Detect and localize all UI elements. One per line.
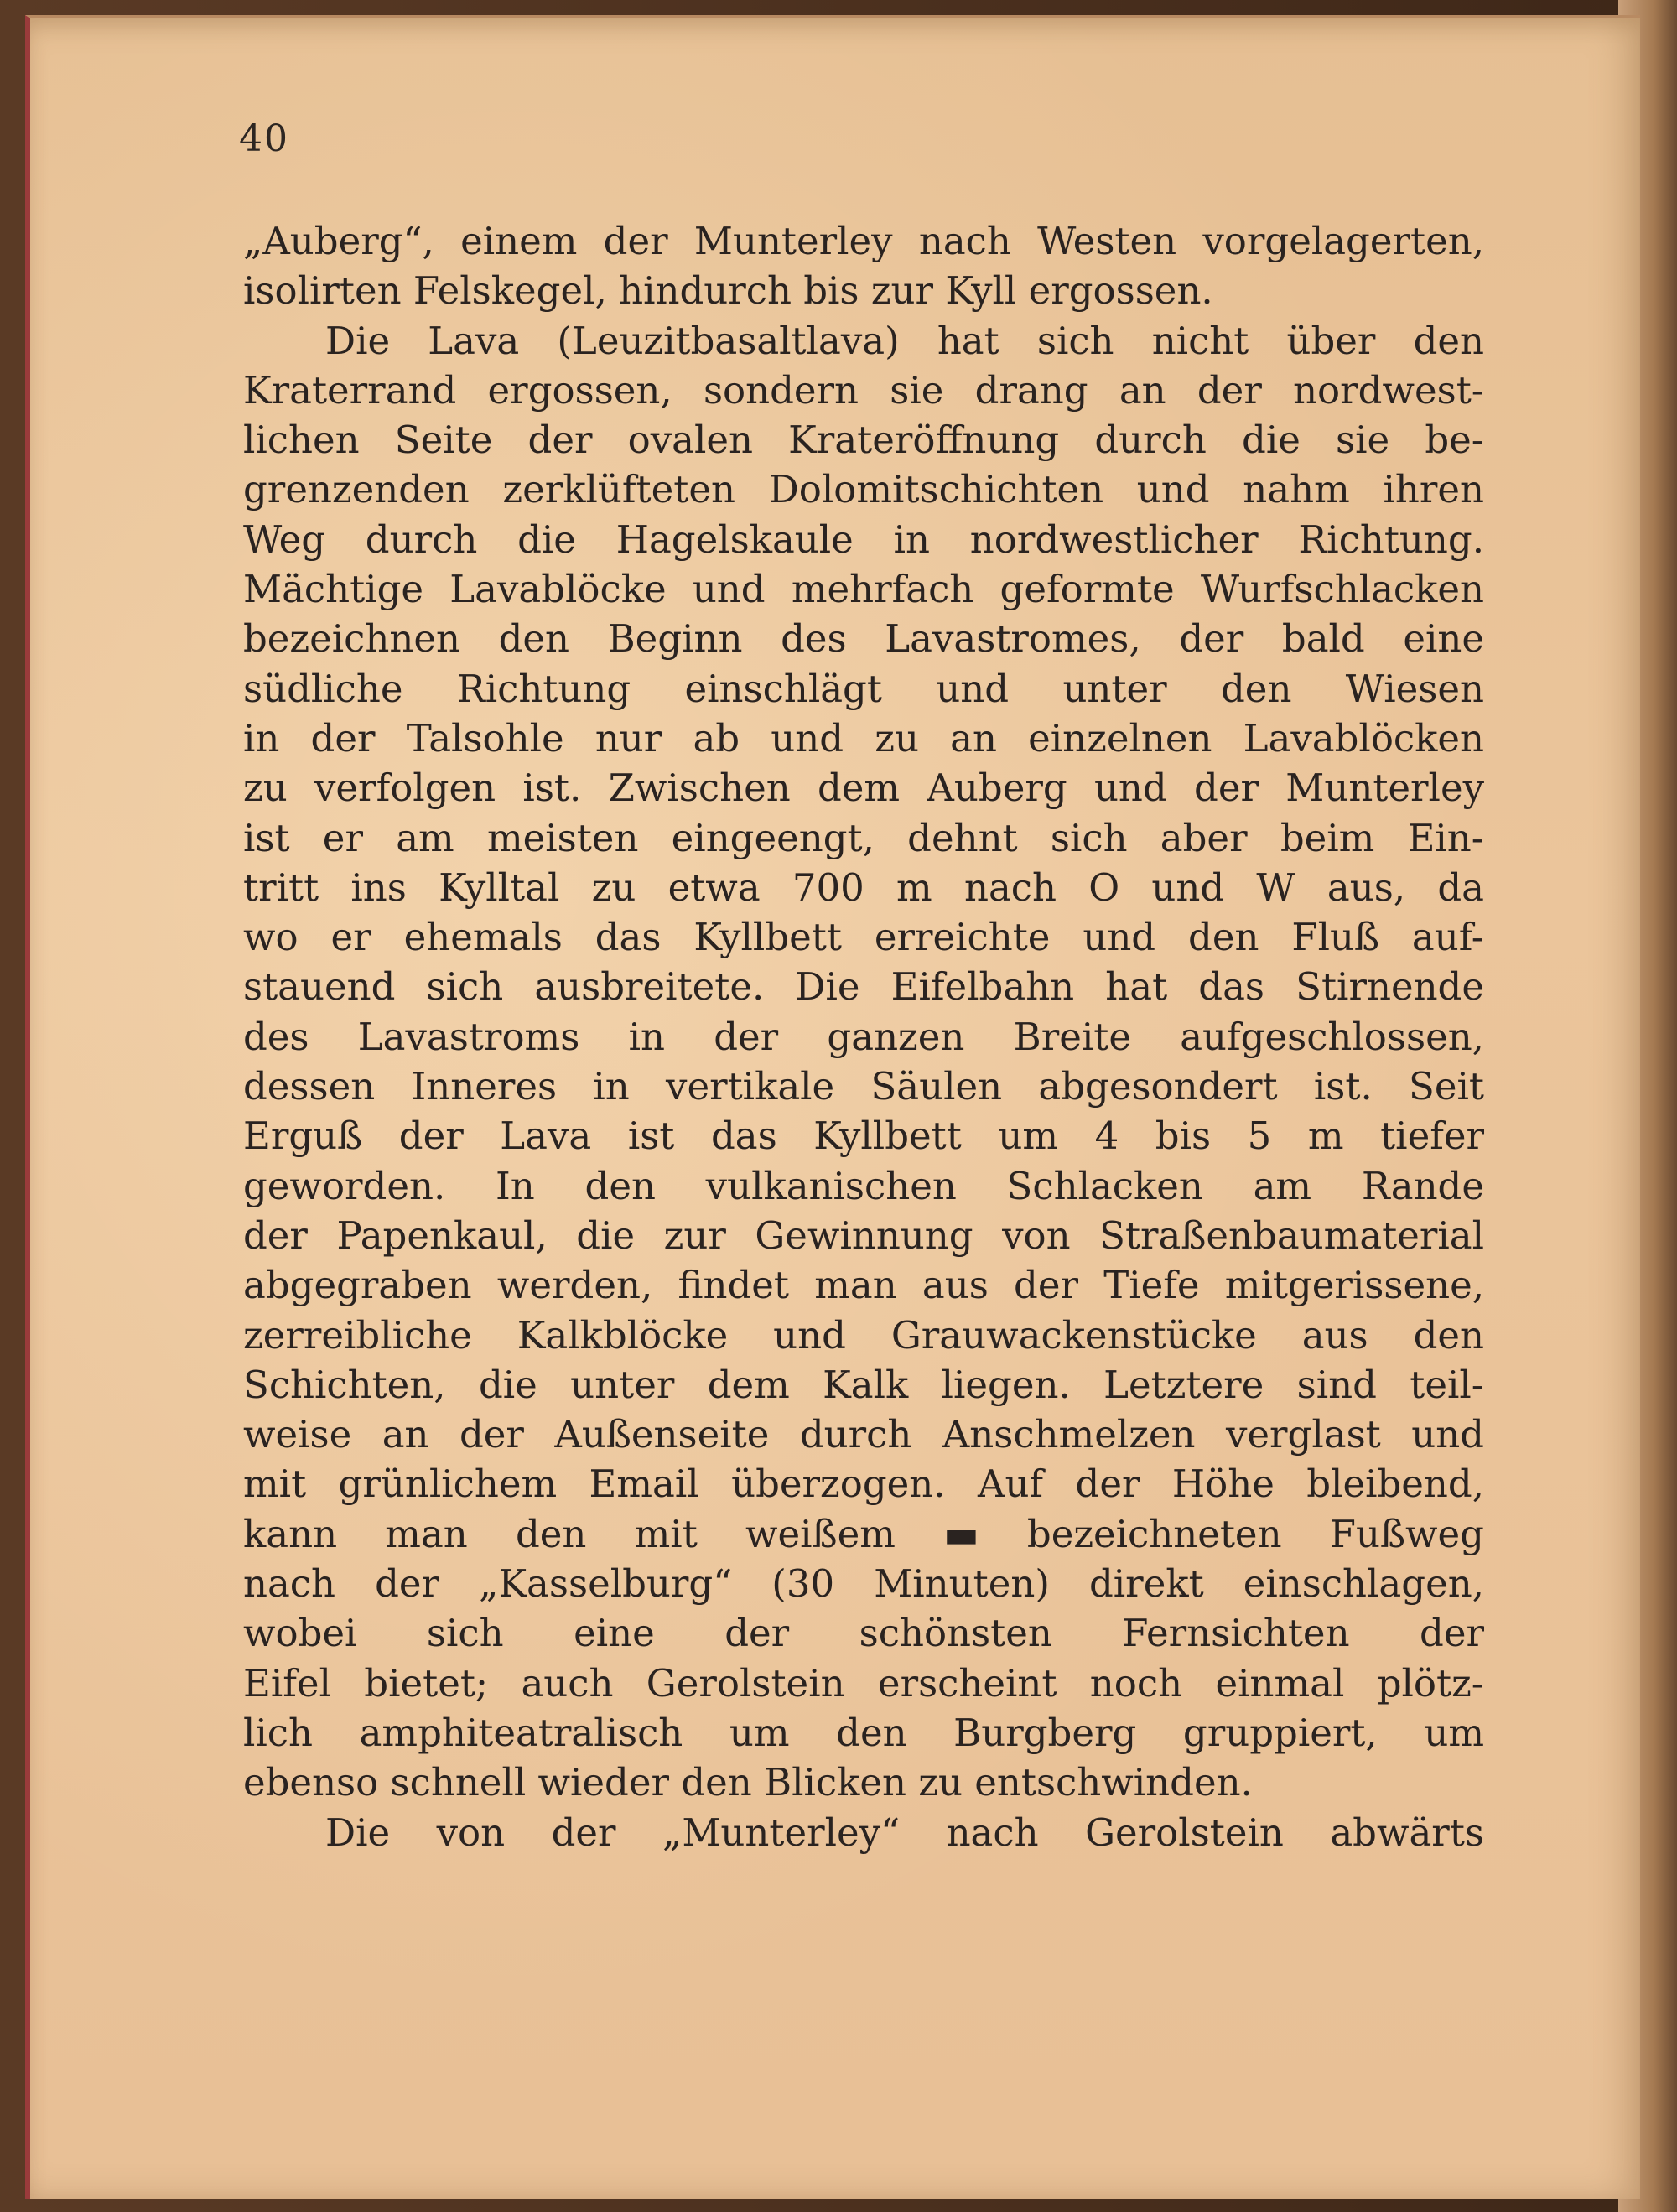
text-line: dessen Inneres in vertikale Säulen abgesondert ist. Seit: [243, 1064, 1484, 1109]
text-line: wo er ehemals das Kyllbett erreichte und den Fluß auf-: [243, 915, 1484, 960]
text-line: des Lavastroms in der ganzen Breite aufgeschlossen,: [243, 1014, 1484, 1059]
text-line: in der Talsohle nur ab und zu an einzelnen Lavablöcken: [243, 715, 1484, 761]
text-line: Die Lava (Leuzitbasaltlava) hat sich nicht über den: [325, 318, 1484, 363]
text-line: ist er am meisten eingeengt, dehnt sich aber beim Ein-: [243, 815, 1484, 860]
text-line: lich amphiteatralisch um den Burgberg gruppiert, um: [243, 1710, 1484, 1755]
text-line: stauend sich ausbreitete. Die Eifelbahn hat das Stirnende: [243, 964, 1484, 1010]
text-line: „Auberg“, einem der Munterley nach Westen vorgelagerten,: [243, 219, 1484, 263]
text-line: Die von der „Munterley“ nach Gerolstein abwärts: [325, 1810, 1484, 1855]
text-line: zu verfolgen ist. Zwischen dem Auberg und der Munterley: [243, 766, 1484, 811]
text-line: mit grünlichem Email überzogen. Auf der Höhe bleibend,: [243, 1462, 1484, 1507]
text-line: wobei sich eine der schönsten Fernsichten der: [243, 1611, 1484, 1656]
text-line: ebenso schnell wieder den Blicken zu entschwinden.: [243, 1760, 1253, 1805]
text-line: lichen Seite der ovalen Krateröffnung durch die sie be-: [243, 418, 1484, 463]
text-line: abgegraben werden, findet man aus der Tiefe mitgerissene,: [243, 1263, 1484, 1308]
text-line: grenzenden zerklüfteten Dolomitschichten und nahm ihren: [243, 467, 1484, 512]
text-line: Schichten, die unter dem Kalk liegen. Letztere sind teil-: [243, 1362, 1484, 1407]
text-line: kann man den mit weißem ▬ bezeichneten Fußweg: [243, 1511, 1484, 1556]
text-line: der Papenkaul, die zur Gewinnung von Straßenbaumaterial: [243, 1212, 1484, 1258]
text-line: Kraterrand ergossen, sondern sie drang an der nordwest-: [243, 367, 1484, 413]
text-line: Mächtige Lavablöcke und mehrfach geformte Wurfschlacken: [243, 567, 1484, 612]
text-line: bezeichnen den Beginn des Lavastromes, der bald eine: [243, 616, 1484, 662]
text-line: tritt ins Kylltal zu etwa 700 m nach O und W aus, da: [243, 865, 1484, 910]
text-line: weise an der Außenseite durch Anschmelzen verglast und: [243, 1412, 1484, 1457]
text-line: geworden. In den vulkanischen Schlacken am Rande: [243, 1163, 1484, 1208]
text-line: isolirten Felskegel, hindurch bis zur Kyll ergossen.: [243, 268, 1213, 314]
text-line: südliche Richtung einschlägt und unter den Wiesen: [243, 666, 1484, 711]
body-text: [243, 216, 1484, 1857]
text-line: zerreibliche Kalkblöcke und Grauwackenstücke aus den: [243, 1312, 1484, 1358]
text-line: Erguß der Lava ist das Kyllbett um 4 bis 5 m tiefer: [243, 1114, 1484, 1159]
text-line: Weg durch die Hagelskaule in nordwestlicher Richtung.: [243, 517, 1484, 562]
page-number: 40: [239, 117, 289, 160]
text-line: Eifel bietet; auch Gerolstein erscheint noch einmal plötz-: [243, 1660, 1484, 1706]
text-line: nach der „Kasselburg“ (30 Minuten) direkt einschlagen,: [243, 1561, 1484, 1607]
